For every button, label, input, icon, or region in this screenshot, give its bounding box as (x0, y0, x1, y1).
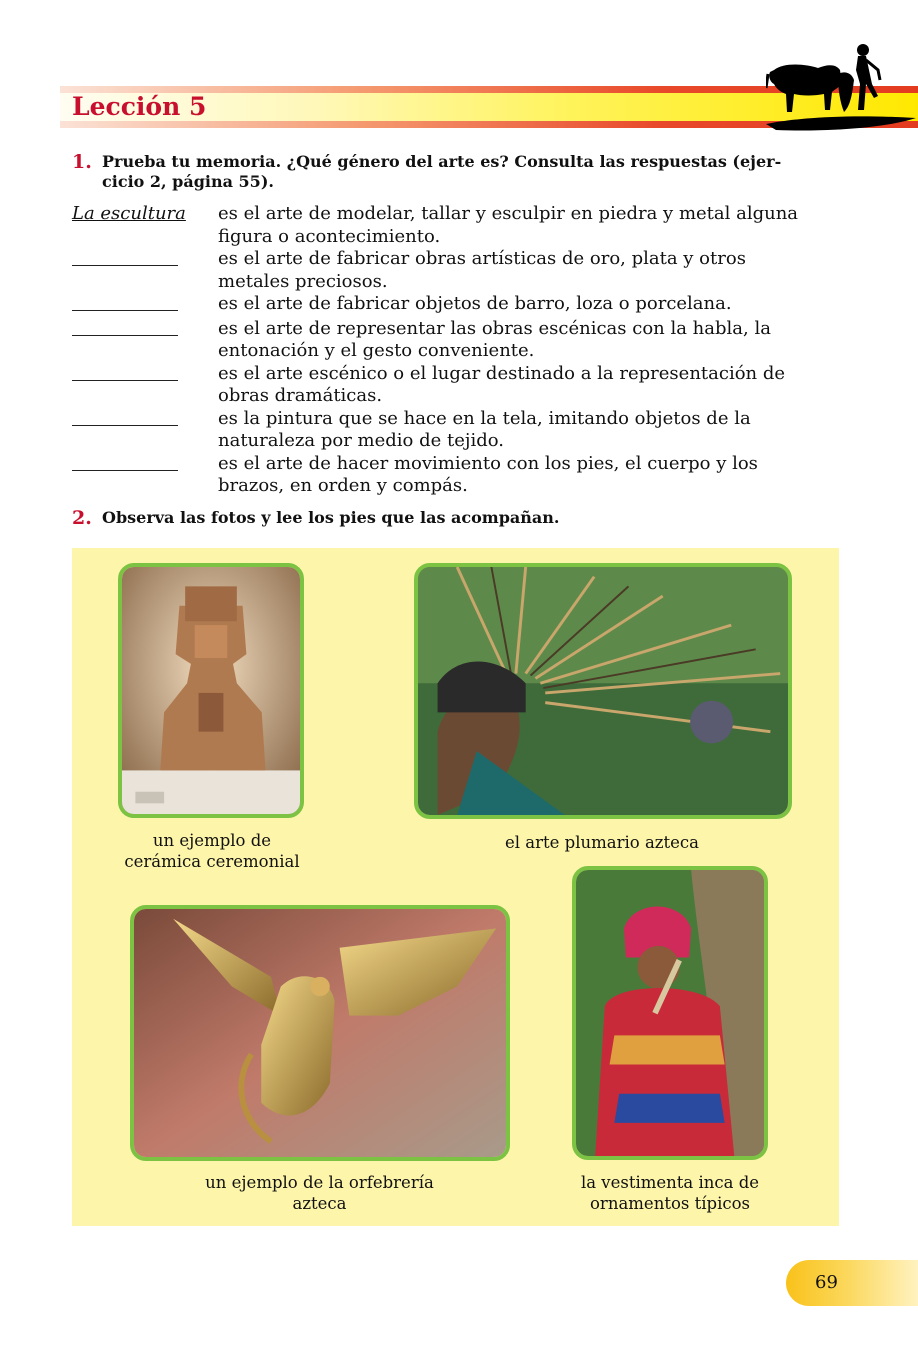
ceramic-figure-photo (118, 563, 304, 818)
definition-text-line: figura o acontecimiento. (218, 225, 441, 247)
definition-text-line: es la pintura que se hace en la tela, imitando objetos de la (218, 407, 751, 429)
definition-text-line: metales preciosos. (218, 270, 388, 292)
answer-blank[interactable] (72, 293, 178, 311)
caption-line: la vestimenta inca de (580, 1173, 760, 1192)
answer-blank[interactable] (72, 453, 178, 471)
definition-text-line: obras dramáticas. (218, 385, 383, 406)
definition-text-line: es el arte de representar las obras escénicas con la habla, la (218, 317, 771, 339)
feather-headdress-photo (414, 563, 792, 819)
exercise-1-heading (72, 152, 852, 192)
definition-item (72, 203, 842, 248)
exercise-2-number: 2. (72, 507, 92, 529)
definition-text-line: es el arte de hacer movimiento con los pies, el cuerpo y los (218, 452, 758, 474)
page-number-tab (786, 1260, 918, 1306)
inca-flute-player-photo (572, 866, 768, 1160)
exercise-2-heading (72, 508, 852, 529)
definition-text-line: naturaleza por medio de tejido. (218, 430, 504, 451)
caption-line: ornamentos típicos (590, 1194, 750, 1213)
answer-blank[interactable] (72, 363, 178, 381)
exercise-2-instruction: Observa las fotos y lee los pies que las acompañan. (102, 508, 560, 527)
definition-text-line: es el arte de fabricar obras artísticas de oro, plata y otros (218, 248, 746, 269)
caption-feather-art (452, 832, 752, 853)
caption-line: un ejemplo de (152, 831, 272, 850)
definition-item (72, 318, 842, 363)
definition-term: La escultura (72, 203, 186, 224)
gold-griffin-photo (130, 905, 510, 1161)
definition-text-line: es el arte de modelar, tallar y esculpir en piedra y metal alguna (218, 203, 799, 224)
exercise-1-instruction-line1: Prueba tu memoria. ¿Qué género del arte es? Consulta las respuestas (ejer- (102, 152, 782, 171)
definition-text-line: entonación y el gesto conveniente. (218, 340, 535, 361)
caption-goldsmithing (182, 1172, 457, 1214)
caption-line: azteca (292, 1194, 347, 1213)
answer-blank[interactable] (72, 408, 178, 426)
caption-line: el arte plumario azteca (505, 833, 699, 852)
definition-text-line: es el arte escénico o el lugar destinado a la representación de (218, 362, 786, 384)
lesson-title: Lección 5 (72, 92, 207, 121)
definition-item (72, 293, 842, 318)
answer-blank[interactable] (72, 248, 178, 266)
bullfighter-silhouette-icon (766, 40, 916, 132)
caption-line: cerámica ceremonial (124, 852, 300, 871)
page-number: 69 (815, 1272, 838, 1293)
answer-blank[interactable] (72, 318, 178, 336)
caption-line: un ejemplo de la orfebrería (205, 1173, 434, 1192)
caption-ceramic (112, 830, 312, 872)
definition-text-line: brazos, en orden y compás. (218, 475, 468, 496)
definition-item (72, 408, 842, 453)
caption-inca-clothing (550, 1172, 790, 1214)
definition-item (72, 453, 842, 498)
definition-list (72, 203, 842, 498)
definition-item (72, 363, 842, 408)
photo-panel (72, 548, 839, 1226)
definition-text-line: es el arte de fabricar objetos de barro, loza o porcelana. (218, 293, 732, 314)
definition-item (72, 248, 842, 293)
exercise-1-instruction-line2: cicio 2, página 55). (102, 172, 274, 191)
exercise-1-number: 1. (72, 151, 92, 173)
